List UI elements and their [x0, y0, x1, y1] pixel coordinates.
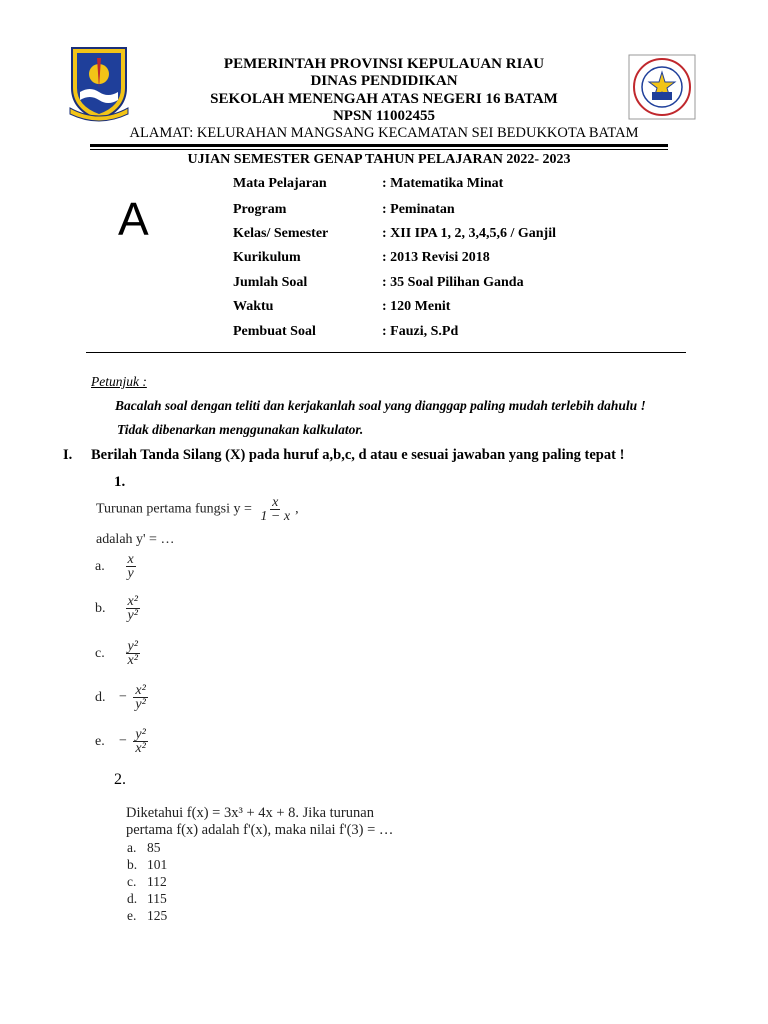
option-den: x² [135, 741, 146, 756]
header-school-name: SEKOLAH MENENGAH ATAS NEGERI 16 BATAM [210, 91, 558, 107]
header-divider-thick [90, 144, 668, 147]
option-letter: e. [95, 733, 105, 749]
header-government: PEMERINTAH PROVINSI KEPULAUAN RIAU [223, 56, 545, 72]
header-divider-thin [90, 149, 668, 150]
exam-version-letter: A [118, 193, 149, 245]
option-den: y² [127, 608, 138, 623]
section-number: I. [63, 447, 73, 463]
question-1-stem-line-2: adalah y' = … [96, 532, 175, 547]
option-num: y² [135, 727, 146, 742]
question-1-fraction [258, 496, 292, 523]
info-label-question-count: Jumlah Soal [233, 275, 308, 290]
exam-title: UJIAN SEMESTER GENAP TAHUN PELAJARAN 2022- 2023 [187, 152, 571, 167]
question-1-option-c[interactable] [95, 640, 143, 667]
info-label-author: Pembuat Soal [233, 324, 316, 339]
option-fraction [126, 595, 140, 622]
section-instruction: Berilah Tanda Silang (X) pada huruf a,b,c, d atau e sesuai jawaban yang paling tepat ! [91, 447, 625, 463]
info-value-program: : Peminatan [382, 202, 455, 217]
option-letter: e. [127, 908, 137, 923]
question-2-number: 2. [114, 771, 126, 788]
question-1-stem-text: Turunan pertama fungsi y = [96, 501, 252, 517]
question-1-option-b[interactable] [95, 595, 143, 622]
question-2-option-d[interactable] [127, 891, 167, 907]
option-value: 115 [147, 891, 167, 906]
header-address: ALAMAT: KELURAHAN MANGSANG KECAMATAN SEI BEDUKKOTA BATAM [129, 125, 639, 141]
option-value: 85 [147, 840, 161, 855]
question-1-stem [96, 496, 299, 523]
question-2-option-a[interactable] [127, 840, 161, 856]
option-num: x² [127, 594, 138, 609]
option-den: x² [127, 653, 138, 668]
question-1-stem-comma: , [295, 501, 299, 517]
option-letter: d. [95, 689, 106, 705]
option-fraction [126, 553, 136, 580]
instructions-line-1: Bacalah soal dengan teliti dan kerjakanlah soal yang dianggap paling mudah terlebih dahulu ! [115, 398, 646, 413]
info-label-time: Waktu [233, 299, 274, 314]
info-divider [86, 352, 686, 353]
question-2-stem-line-2: pertama f(x) adalah f'(x), maka nilai f'(3) = … [126, 822, 394, 838]
info-value-curriculum: : 2013 Revisi 2018 [382, 250, 490, 265]
option-fraction [133, 684, 147, 711]
question-2-option-b[interactable] [127, 857, 167, 873]
option-letter: d. [127, 891, 138, 906]
question-1-option-e[interactable] [95, 728, 151, 755]
option-letter: b. [127, 857, 138, 872]
question-2-option-e[interactable] [127, 908, 167, 924]
option-value: 112 [147, 874, 167, 889]
option-letter: a. [95, 558, 105, 574]
info-label-class: Kelas/ Semester [233, 226, 329, 241]
question-1-fraction-num: x [272, 495, 279, 510]
option-letter: c. [127, 874, 137, 889]
option-sign: − [119, 733, 127, 749]
option-letter: c. [95, 645, 105, 661]
info-value-class: : XII IPA 1, 2, 3,4,5,6 / Ganjil [382, 226, 556, 241]
option-num: x [127, 552, 134, 567]
option-num: x² [135, 683, 146, 698]
info-value-question-count: : 35 Soal Pilihan Ganda [382, 275, 524, 290]
option-den: y [127, 566, 134, 581]
option-sign: − [119, 689, 127, 705]
info-value-author: : Fauzi, S.Pd [382, 324, 459, 339]
info-label-program: Program [233, 202, 287, 217]
header-npsn: NPSN 11002455 [332, 108, 436, 124]
instructions-line-2: Tidak dibenarkan menggunakan kalkulator. [117, 422, 364, 437]
info-label-curriculum: Kurikulum [233, 250, 301, 265]
option-fraction [133, 728, 147, 755]
option-value: 125 [147, 908, 168, 923]
info-value-subject: : Matematika Minat [382, 176, 504, 191]
option-num: y² [127, 639, 138, 654]
info-value-time: : 120 Menit [382, 299, 451, 314]
question-1-number: 1. [114, 474, 126, 490]
question-2-option-c[interactable] [127, 874, 167, 890]
question-1-option-d[interactable] [95, 684, 151, 711]
option-value: 101 [147, 857, 168, 872]
question-2-stem-line-1: Diketahui f(x) = 3x³ + 4x + 8. Jika turunan [126, 805, 374, 821]
info-label-subject: Mata Pelajaran [233, 176, 327, 191]
instructions-label: Petunjuk : [91, 374, 147, 389]
option-letter: a. [127, 840, 137, 855]
header-department: DINAS PENDIDIKAN [310, 73, 458, 89]
question-1-fraction-den: 1 − x [260, 509, 291, 524]
option-den: y² [135, 697, 146, 712]
option-fraction [126, 640, 140, 667]
option-letter: b. [95, 600, 106, 616]
question-1-option-a[interactable] [95, 553, 139, 580]
